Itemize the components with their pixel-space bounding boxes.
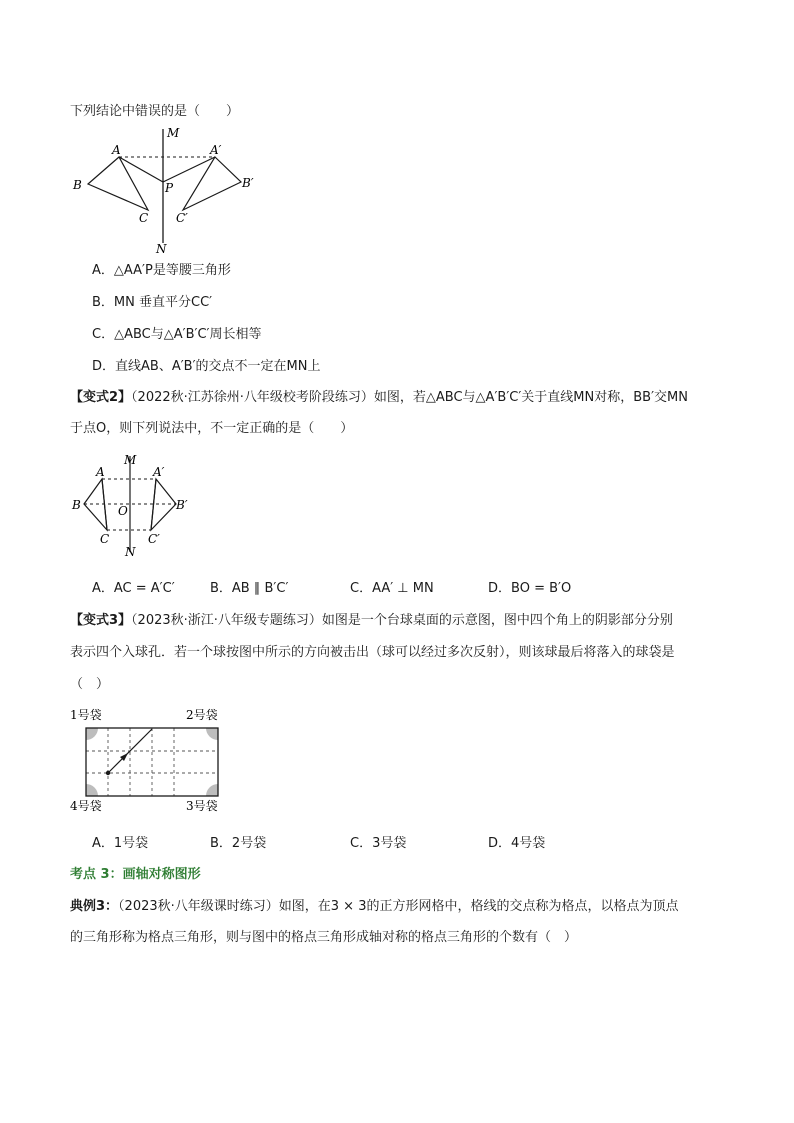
q1-label-N: N xyxy=(156,242,167,256)
q3-line2: 表示四个入球孔．若一个球按图中所示的方向被击出（球可以经过多次反射），则该球最后将落入的球袋是 xyxy=(70,645,675,660)
example-line1 xyxy=(70,898,678,916)
q1-label-A: A xyxy=(112,143,121,157)
q1-label-C1: C′ xyxy=(176,211,188,225)
q2-label-B: B xyxy=(72,498,81,512)
q2-text-1: （2022秋·江苏徐州·八年级校考阶段练习）如图，若△ABC与△A′B′C′关于直线MN对称，BB′交MN xyxy=(131,390,688,405)
q2-label-A1: A′ xyxy=(153,465,165,479)
q1-label-C: C xyxy=(139,211,149,225)
q2-label-B1: B′ xyxy=(176,498,188,512)
q1-label-M: M xyxy=(167,126,180,140)
q1-option-b: B．MN 垂直平分CC′ xyxy=(92,295,213,310)
q3-label-pocket-3: 3号袋 xyxy=(186,799,218,813)
q1-option-a: A．△AA′P是等腰三角形 xyxy=(92,263,231,278)
q1-option-c: C．△ABC与△A′B′C′周长相等 xyxy=(92,327,262,342)
q2-label-M: M xyxy=(124,453,137,467)
q1-figure xyxy=(70,125,270,255)
q3-option-d: D．4号袋 xyxy=(488,836,546,851)
q1-label-A1: A′ xyxy=(210,143,222,157)
q1-option-d: D．直线AB、A′B′的交点不一定在MN上 xyxy=(92,359,321,374)
q2-label-C1: C′ xyxy=(148,532,160,546)
q1-label-B: B xyxy=(73,178,82,192)
q2-line1 xyxy=(70,389,688,407)
q1-label-B1: B′ xyxy=(242,176,254,190)
q2-figure xyxy=(70,452,200,562)
example-tag: 典例3： xyxy=(70,899,119,914)
q1-label-P: P xyxy=(165,181,174,195)
q3-label-pocket-2: 2号袋 xyxy=(186,708,218,722)
q3-line3: （ ） xyxy=(70,677,110,692)
example-line2: 的三角形称为格点三角形，则与图中的格点三角形成轴对称的格点三角形的个数有（ ） xyxy=(70,930,578,945)
q2-option-d: D．BO = B′O xyxy=(488,581,572,596)
q3-label-pocket-1: 1号袋 xyxy=(70,708,102,722)
q3-option-b: B．2号袋 xyxy=(210,836,267,851)
section-title: 考点 3：画轴对称图形 xyxy=(70,867,201,882)
q3-label-pocket-4: 4号袋 xyxy=(70,799,102,813)
q2-tag: 【变式2】 xyxy=(70,390,132,405)
q2-option-c: C．AA′ ⊥ MN xyxy=(350,581,434,596)
q2-label-N: N xyxy=(125,545,136,559)
q2-line2: 于点O，则下列说法中，不一定正确的是（ ） xyxy=(70,421,354,436)
q3-figure xyxy=(70,706,230,816)
q2-option-a: A．AC = A′C′ xyxy=(92,581,175,596)
q3-text-1: （2023秋·浙江·八年级专题练习）如图是一个台球桌面的示意图，图中四个角上的阴影部分分别 xyxy=(131,613,673,628)
q3-line1 xyxy=(70,612,673,630)
q2-label-C: C xyxy=(100,532,110,546)
q3-tag: 【变式3】 xyxy=(70,613,132,628)
q3-option-a: A．1号袋 xyxy=(92,836,149,851)
q2-label-A: A xyxy=(96,465,105,479)
q2-option-b: B．AB ∥ B′C′ xyxy=(210,581,289,596)
q1-stem: 下列结论中错误的是（ ） xyxy=(70,104,240,119)
example-text-1: （2023秋·八年级课时练习）如图，在3 × 3的正方形网格中，格线的交点称为格点，以格点为顶点 xyxy=(118,899,679,914)
q2-label-O: O xyxy=(118,504,128,518)
q3-option-c: C．3号袋 xyxy=(350,836,407,851)
